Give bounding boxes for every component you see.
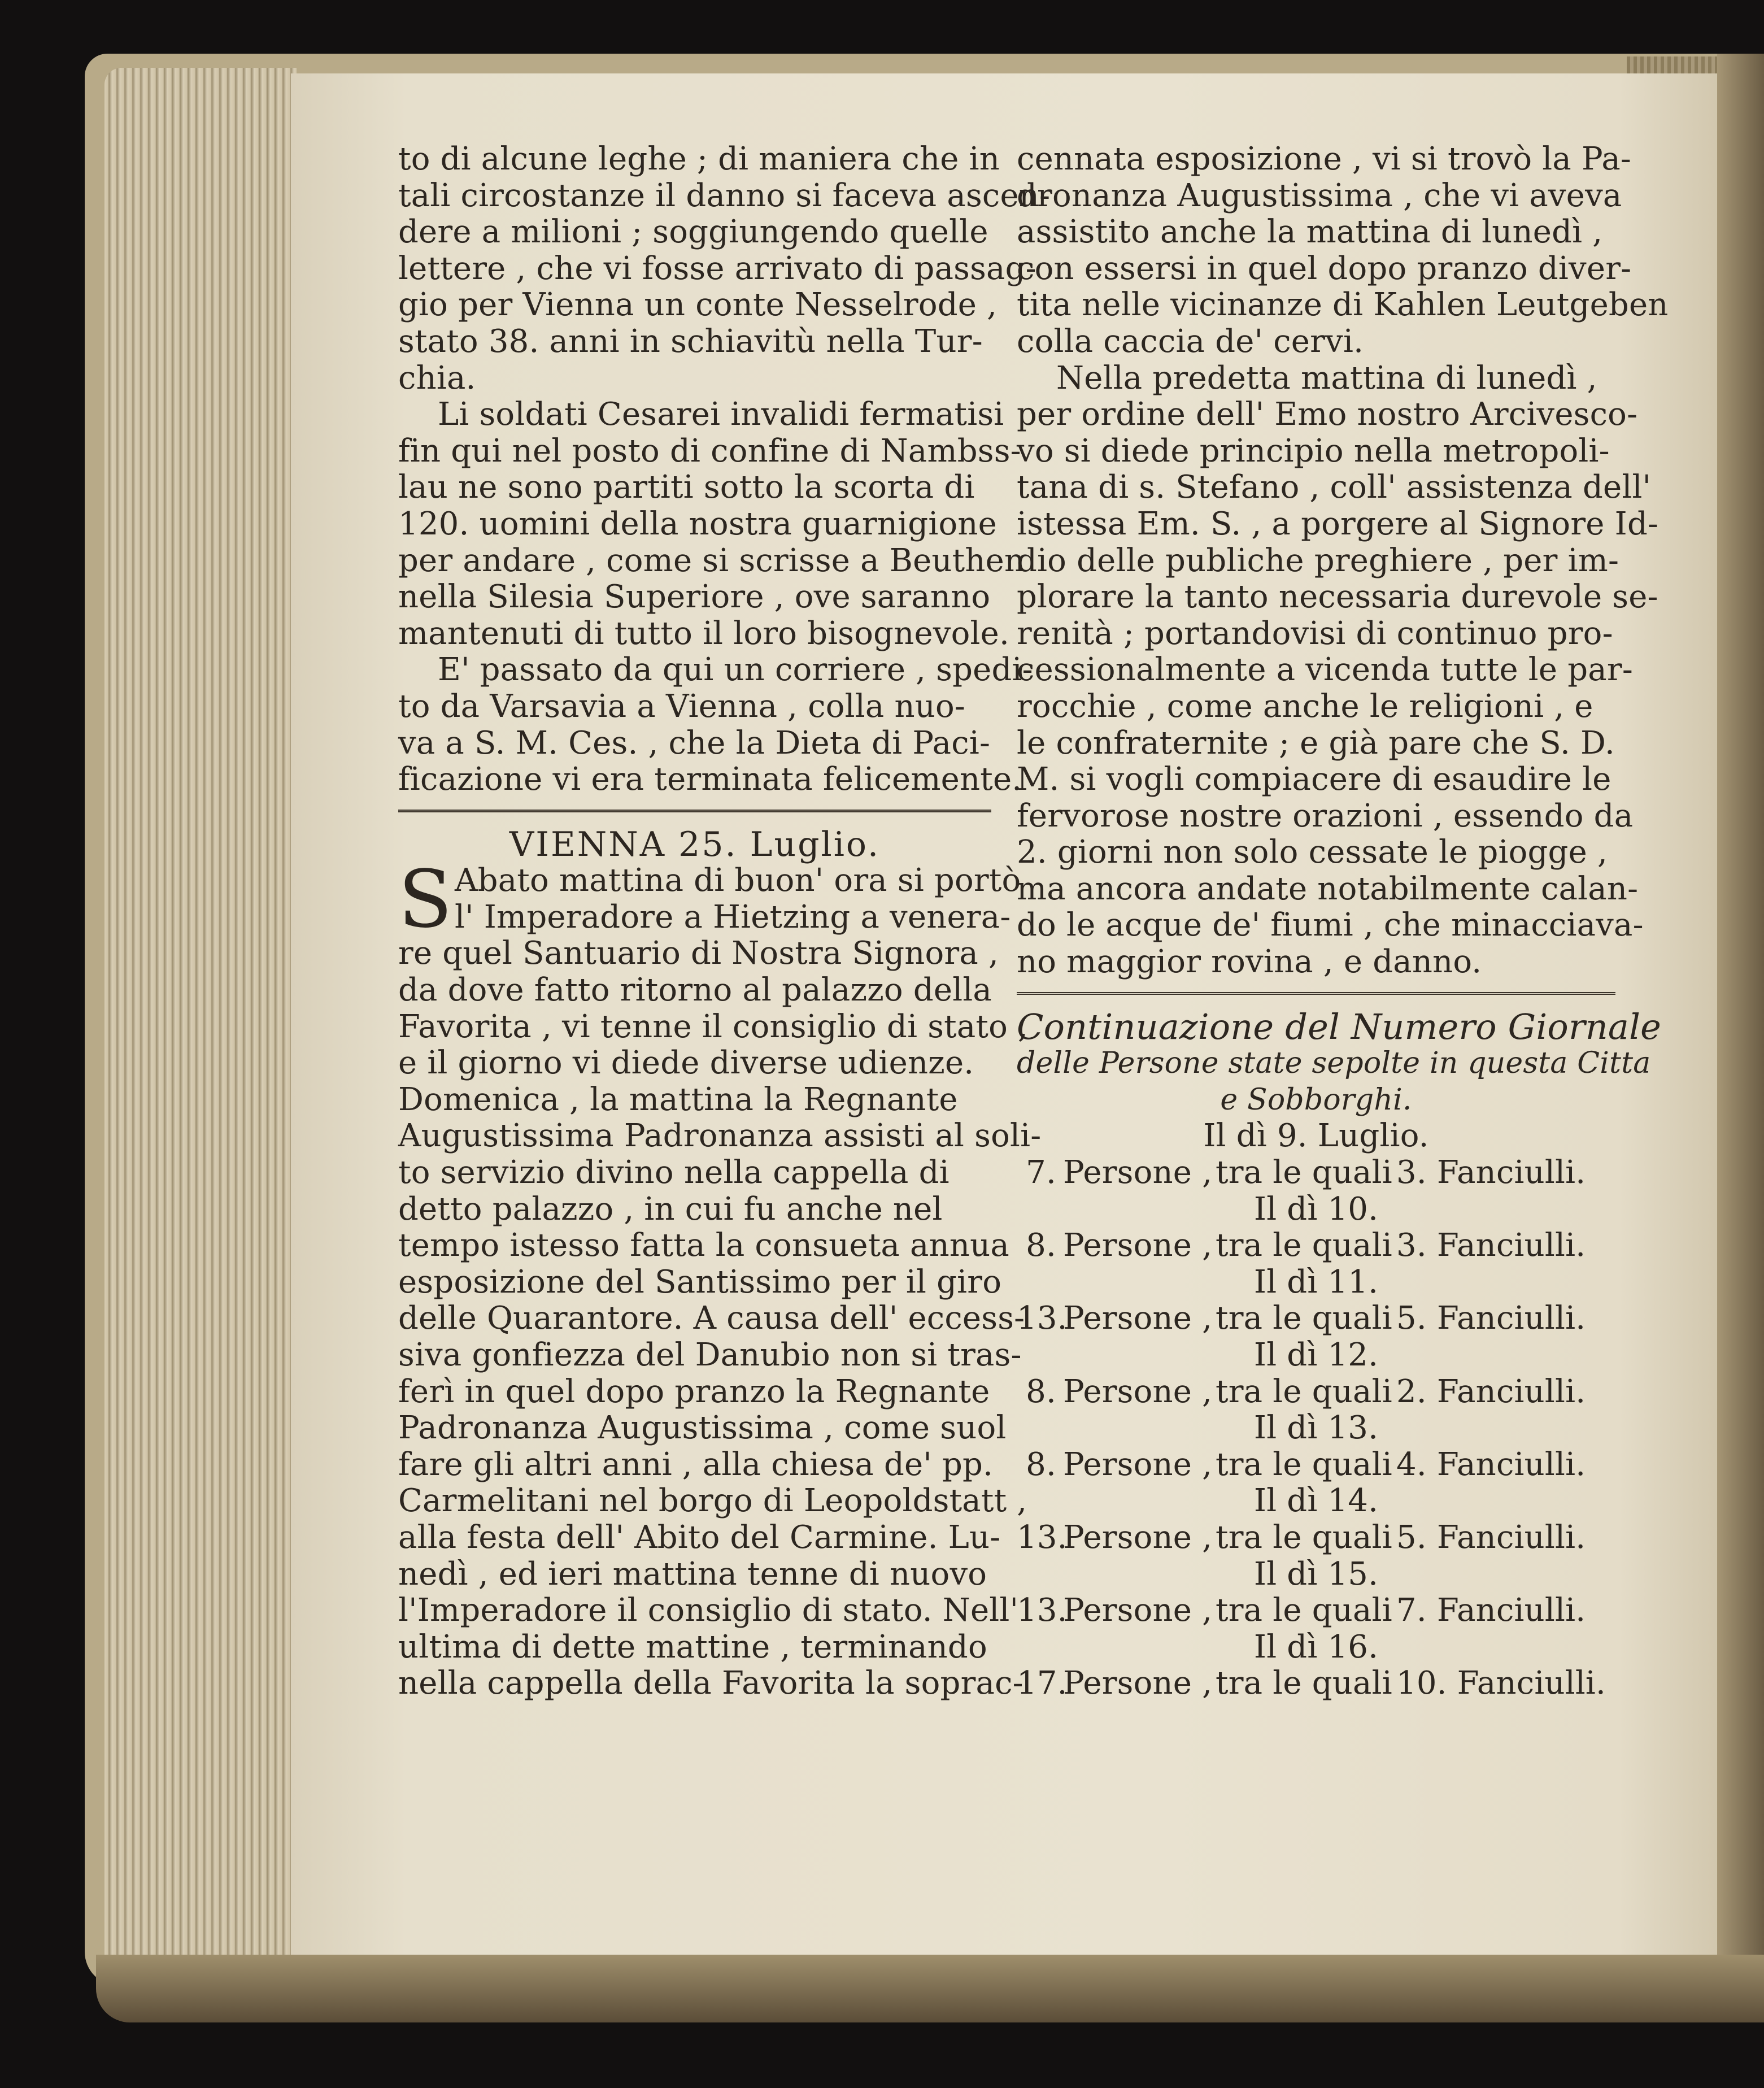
text-line: assistito anche la mattina di lunedì , <box>1017 214 1603 251</box>
entry-children: 3. Fanciulli. <box>1396 1154 1586 1191</box>
entry-row <box>1017 1447 1615 1484</box>
page-edges <box>104 68 297 1977</box>
text-line: Domenica , la mattina la Regnante <box>398 1081 958 1118</box>
text-line: fin qui nel posto di confine di Nambss- <box>398 432 1021 469</box>
text-line: M. si vogli compiacere di esaudire le <box>1017 761 1611 798</box>
text-line: siva gonfiezza del Danubio non si tras- <box>398 1337 1022 1373</box>
text-line: cennata esposizione , vi si trovò la Pa- <box>1017 141 1632 177</box>
entry-children: 5. Fanciulli. <box>1396 1519 1586 1556</box>
entry-persons: Persone , <box>1063 1519 1213 1556</box>
section-divider <box>398 798 991 826</box>
text-line: lau ne sono partiti sotto la scorta di <box>398 469 975 506</box>
entry-among: tra le quali <box>1216 1154 1392 1191</box>
paragraph <box>398 854 1042 1702</box>
text-line: alla festa dell' Abito del Carmine. Lu- <box>398 1519 1001 1556</box>
text-line: ultima di dette mattine , terminando <box>398 1628 987 1665</box>
text-line: renità ; portandovisi di continuo pro- <box>1017 615 1613 652</box>
section-divider <box>1017 981 1615 1009</box>
entry-persons: Persone , <box>1063 1154 1213 1191</box>
text-line: l' Imperadore a Hietzing a venera- <box>455 898 1011 936</box>
text-line: e il giorno vi diede diverse udienze. <box>398 1045 974 1082</box>
dateline-heading: VIENNA 25. Luglio. <box>509 824 881 864</box>
text-line: per ordine dell' Emo nostro Arcivesco- <box>1017 396 1638 433</box>
text-line: vo si diede principio nella metropoli- <box>1017 432 1610 469</box>
entry-children: 3. Fanciulli. <box>1396 1227 1586 1264</box>
entry-date: Il dì 11. <box>1253 1263 1379 1300</box>
entry-count: 7. <box>1026 1154 1056 1191</box>
entry-row <box>1017 1665 1615 1702</box>
text-line: gio per Vienna un conte Nesselrode , <box>398 286 998 324</box>
gutter <box>1717 54 1764 1986</box>
text-line: tita nelle vicinanze di Kahlen Leutgeben <box>1017 286 1669 324</box>
text-line: ficazione vi era terminata felicemente. <box>398 761 1022 798</box>
entry-date: Il dì 10. <box>1253 1190 1379 1228</box>
text-line: da dove fatto ritorno al palazzo della <box>398 972 992 1009</box>
entry-row <box>1017 1593 1615 1629</box>
burial-list <box>1017 1118 1615 1702</box>
entry-row <box>1017 1520 1615 1556</box>
text-line: le confraternite ; e già pare che S. D. <box>1017 724 1615 762</box>
text-line: do le acque de' fiumi , che minacciava- <box>1017 907 1644 944</box>
text-line: tana di s. Stefano , coll' assistenza dell' <box>1017 469 1652 506</box>
text-line: nedì , ed ieri mattina tenne di nuovo <box>398 1555 987 1593</box>
entry-persons: Persone , <box>1063 1446 1213 1483</box>
entry-children: 10. Fanciulli. <box>1396 1665 1606 1702</box>
entry-date: Il dì 16. <box>1253 1628 1379 1665</box>
bottom-edge <box>96 1955 1764 2022</box>
journal-subtitle: e Sobborghi. <box>1220 1082 1412 1117</box>
journal-subtitle: delle Persone state sepolte in questa Citta <box>1017 1046 1651 1081</box>
entry-among: tra le quali <box>1216 1227 1392 1264</box>
entry-children: 5. Fanciulli. <box>1396 1300 1586 1337</box>
text-line: Li soldati Cesarei invalidi fermatisi <box>438 396 1004 433</box>
entry-children: 2. Fanciulli. <box>1396 1373 1586 1410</box>
text-line: per andare , come si scrisse a Beuthen <box>398 542 1025 579</box>
text-line: esposizione del Santissimo per il giro <box>398 1263 1002 1300</box>
entry-among: tra le quali <box>1216 1373 1392 1410</box>
paragraph <box>398 141 1051 397</box>
journal-title: Continuazione del Numero Giornale <box>1017 1006 1662 1047</box>
text-line: Favorita , vi tenne il consiglio di stato , <box>398 1008 1029 1045</box>
text-line: Augustissima Padronanza assisti al soli- <box>398 1117 1042 1155</box>
entry-date: Il dì 15. <box>1253 1555 1379 1593</box>
entry-among: tra le quali <box>1216 1300 1392 1337</box>
entry-persons: Persone , <box>1063 1373 1213 1410</box>
entry-persons: Persone , <box>1063 1300 1213 1337</box>
entry-among: tra le quali <box>1216 1446 1392 1483</box>
text-line: chia. <box>398 359 476 397</box>
entry-among: tra le quali <box>1216 1519 1392 1556</box>
text-line: dio delle publiche preghiere , per im- <box>1017 542 1619 579</box>
text-line: no maggior rovina , e danno. <box>1017 943 1482 981</box>
text-line: Abato mattina di buon' ora si portò <box>455 862 1021 899</box>
text-line: colla caccia de' cervi. <box>1017 323 1364 360</box>
entry-children: 4. Fanciulli. <box>1396 1446 1586 1483</box>
text-line: lettere , che vi fosse arrivato di passag- <box>398 250 1036 287</box>
text-line: plorare la tanto necessaria durevole se- <box>1017 578 1658 616</box>
text-line: 2. giorni non solo cessate le piogge , <box>1017 834 1608 871</box>
text-line: dere a milioni ; soggiungendo quelle <box>398 214 988 251</box>
text-line: l'Imperadore il consiglio di stato. Nell' <box>398 1592 1019 1629</box>
text-line: mantenuti di tutto il loro bisognevole. <box>398 615 1009 652</box>
entry-among: tra le quali <box>1216 1665 1392 1702</box>
entry-count: 8. <box>1026 1373 1056 1410</box>
entry-persons: Persone , <box>1063 1227 1213 1264</box>
text-line: to servizio divino nella cappella di <box>398 1154 949 1191</box>
entry-date: Il dì 13. <box>1253 1410 1379 1447</box>
text-line: to di alcune leghe ; di maniera che in <box>398 141 1000 177</box>
text-line: re quel Santuario di Nostra Signora , <box>398 935 999 972</box>
text-line: fervorose nostre orazioni , essendo da <box>1017 797 1634 834</box>
text-line: tempo istesso fatta la consueta annua <box>398 1227 1009 1264</box>
text-line: to da Varsavia a Vienna , colla nuo- <box>398 688 966 725</box>
text-line: dronanza Augustissima , che vi aveva <box>1017 177 1622 214</box>
text-line: nella Silesia Superiore , ove saranno <box>398 578 991 616</box>
text-line: delle Quarantore. A causa dell' eccess- <box>398 1300 1025 1337</box>
text-line: Padronanza Augustissima , come suol <box>398 1410 1007 1447</box>
text-line: fare gli altri anni , alla chiesa de' pp. <box>398 1446 994 1483</box>
drop-cap: S <box>398 854 453 946</box>
entry-row <box>1017 1300 1615 1337</box>
text-line: Nella predetta mattina di lunedì , <box>1056 359 1597 397</box>
entry-row <box>1017 1374 1615 1411</box>
entry-date: Il dì 12. <box>1253 1337 1379 1373</box>
text-line: ma ancora andate notabilmente calan- <box>1017 870 1639 907</box>
text-line: nella cappella della Favorita la soprac- <box>398 1665 1023 1702</box>
text-line: va a S. M. Ces. , che la Dieta di Paci- <box>398 724 991 762</box>
entry-row <box>1017 1228 1615 1264</box>
entry-count: 13. <box>1017 1592 1068 1629</box>
text-line: Carmelitani nel borgo di Leopoldstatt , <box>398 1482 1027 1520</box>
text-line: con essersi in quel dopo pranzo diver- <box>1017 250 1632 287</box>
entry-count: 13. <box>1017 1519 1068 1556</box>
entry-row <box>1017 1155 1615 1191</box>
paragraph <box>1017 359 1659 981</box>
text-line: detto palazzo , in cui fu anche nel <box>398 1190 943 1228</box>
text-line: tali circostanze il danno si faceva ascen- <box>398 177 1051 214</box>
entry-date: Il dì 14. <box>1253 1482 1379 1520</box>
text-line: ferì in quel dopo pranzo la Regnante <box>398 1373 990 1410</box>
paragraph <box>398 396 1025 652</box>
paragraph <box>1017 141 1669 360</box>
text-line: stato 38. anni in schiavitù nella Tur- <box>398 323 983 360</box>
entry-count: 8. <box>1026 1227 1056 1264</box>
text-line: 120. uomini della nostra guarnigione <box>398 505 997 542</box>
paragraph <box>398 651 1033 798</box>
entry-count: 13. <box>1017 1300 1068 1337</box>
entry-children: 7. Fanciulli. <box>1396 1592 1586 1629</box>
right-column <box>1017 141 1669 1702</box>
entry-count: 8. <box>1026 1446 1056 1483</box>
entry-persons: Persone , <box>1063 1665 1213 1702</box>
text-line: istessa Em. S. , a porgere al Signore Id- <box>1017 505 1659 542</box>
entry-date: Il dì 9. Luglio. <box>1203 1117 1429 1155</box>
text-line: cessionalmente a vicenda tutte le par- <box>1017 651 1633 689</box>
entry-count: 17. <box>1017 1665 1068 1702</box>
text-line: rocchie , come anche le religioni , e <box>1017 688 1593 725</box>
entry-persons: Persone , <box>1063 1592 1213 1629</box>
text-line: E' passato da qui un corriere , spedi- <box>438 651 1033 689</box>
entry-among: tra le quali <box>1216 1592 1392 1629</box>
